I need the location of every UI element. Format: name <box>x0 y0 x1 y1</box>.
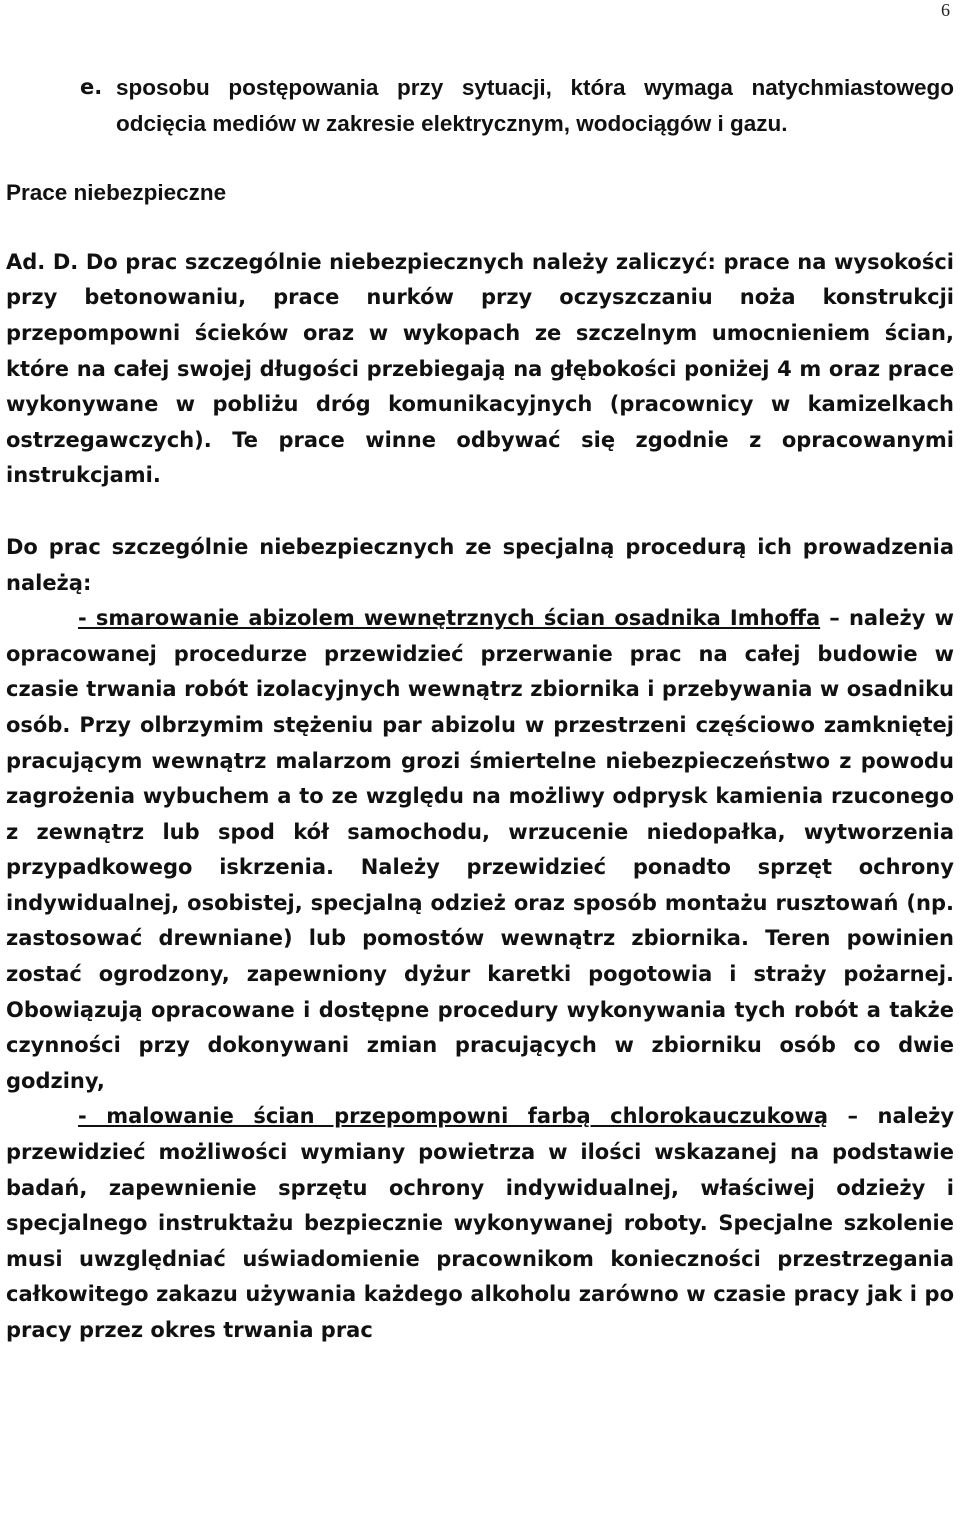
procedure-item-2-title: - malowanie ścian przepompowni farbą chlorokauczukową <box>78 1104 829 1129</box>
list-item-e <box>6 70 954 141</box>
procedure-item-1-title: - smarowanie abizolem wewnętrznych ścian osadnika Imhoffa <box>78 606 821 631</box>
document-body <box>6 70 954 1349</box>
page-number: 6 <box>941 0 950 20</box>
procedure-item-1 <box>6 601 954 1099</box>
paragraph-lead: Ad. D. <box>6 249 79 274</box>
list-item-text: sposobu postępowania przy sytuacji, która wymaga natychmiastowego odcięcia mediów w zakresie elektrycznym, wodociągów i gazu. <box>116 75 954 136</box>
list-marker: e. <box>80 75 103 99</box>
procedure-item-1-text: należy w opracowanej procedurze przewidzieć przerwanie prac na całej budowie w czasie trwania robót izolacyjnych wewnątrz zbiornika i przebywania w osadniku osób. Przy olbrzymim stężeniu par abizolu w przestrzeni częściowo zamkniętej pracującym wewnątrz malarzom grozi śmiertelne niebezpieczeństwo z powodu zagrożenia wybuchem a to ze względu na możliwy odprysk kamienia rzuconego z zewnątrz lub spod kół samochodu, wrzucenie niedopałka, wytworzenia przypadkowego iskrzenia. Należy przewidzieć ponadto sprzęt ochrony indywidualnej, osobistej, specjalną odzież oraz sposób montażu rusztowań (np. zastosować drewniane) lub pomostów wewnątrz zbiornika. Teren powinien zostać ogrodzony, zapewniony dyżur karetki pogotowia i straży pożarnej. Obowiązują opracowane i dostępne procedury wykonywania tych robót a także czynności przy dokonywani zmian pracujących w zbiorniku osób co dwie godziny, <box>6 606 954 1093</box>
section-heading: Prace niebezpieczne <box>6 180 227 206</box>
procedure-item-2 <box>6 1099 954 1348</box>
procedure-item-1-dash: – <box>820 606 849 631</box>
procedure-item-2-dash: – <box>828 1104 878 1129</box>
procedure-item-2-text: należy przewidzieć możliwości wymiany powietrza w ilości wskazanej na podstawie badań, zapewnienie sprzętu ochrony indywidualnej, właściwej odzieży i specjalnego instruktażu bezpiecznie wykonywanej roboty. Specjalne szkolenie musi uwzględniać uświadomienie pracownikom konieczności przestrzegania całkowitego zakazu używania każdego alkoholu zarówno w czasie pracy jak i po pracy przez okres trwania prac <box>6 1104 955 1342</box>
procedures-intro: Do prac szczególnie niebezpiecznych ze specjalną procedurą ich prowadzenia należą: <box>6 534 954 595</box>
paragraph-text: Do prac szczególnie niebezpiecznych należy zaliczyć: prace na wysokości przy betonowaniu, prace nurków przy oczyszczaniu noża konstrukcji przepompowni ścieków oraz w wykopach ze szczelnym umocnieniem ścian, które na całej swojej długości przebiegają na głębokości poniżej 4 m oraz prace wykonywane w pobliżu dróg komunikacyjnych (pracownicy w kamizelkach ostrzegawczych). Te prace winne odbywać się zgodnie z opracowanymi instrukcjami. <box>6 249 955 488</box>
paragraph-ad-d <box>6 245 954 494</box>
